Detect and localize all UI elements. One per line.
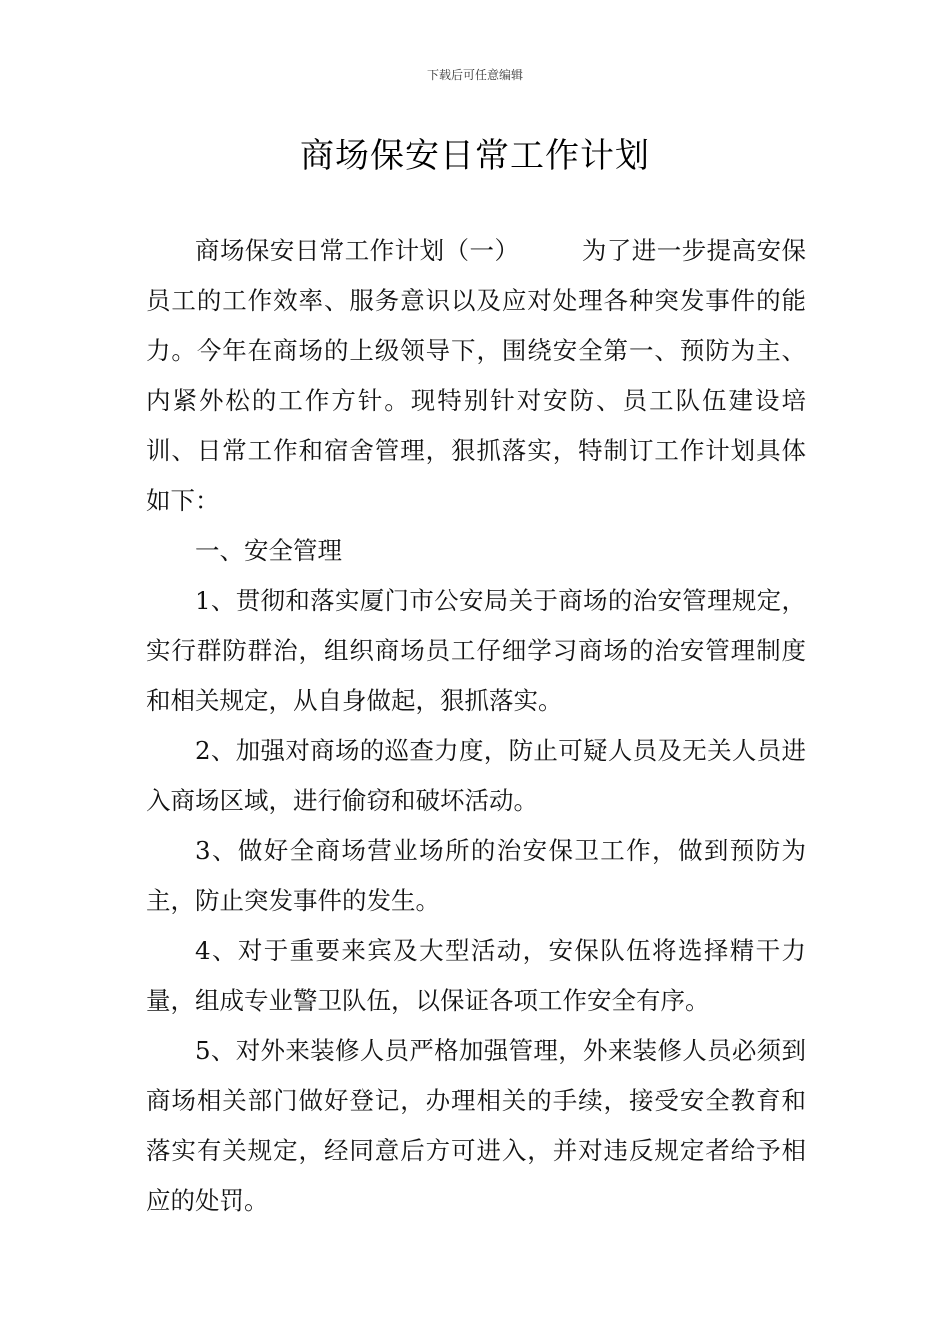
document-body — [146, 226, 806, 1226]
section-item-4: 4、对于重要来宾及大型活动，安保队伍将选择精干力量，组成专业警卫队伍，以保证各项工作安全有序。 — [146, 936, 806, 1015]
intro-text: 为了进一步提高安保员工的工作效率、服务意识以及应对处理各种突发事件的能力。今年在商场的上级领导下，围绕安全第一、预防为主、内紧外松的工作方针。现特别针对安防、员工队伍建设培训、日常工作和宿舍管理，狠抓落实，特制订工作计划具体如下： — [146, 236, 807, 515]
section-heading: 一、安全管理 — [195, 536, 342, 565]
section-item-1: 1、贯彻和落实厦门市公安局关于商场的治安管理规定，实行群防群治，组织商场员工仔细学习商场的治安管理制度和相关规定，从自身做起，狠抓落实。 — [146, 586, 806, 715]
intro-label: 商场保安日常工作计划（一） — [195, 236, 520, 265]
header-note: 下载后可任意编辑 — [426, 68, 523, 82]
document-title: 商场保安日常工作计划 — [300, 136, 650, 176]
intro-paragraph — [146, 226, 806, 526]
section-item-2: 2、加强对商场的巡查力度，防止可疑人员及无关人员进入商场区域，进行偷窃和破坏活动。 — [146, 736, 806, 815]
section-item-5: 5、对外来装修人员严格加强管理，外来装修人员必须到商场相关部门做好登记，办理相关的手续，接受安全教育和落实有关规定，经同意后方可进入，并对违反规定者给予相应的处罚。 — [146, 1036, 806, 1215]
section-item-3: 3、做好全商场营业场所的治安保卫工作，做到预防为主，防止突发事件的发生。 — [146, 836, 806, 915]
